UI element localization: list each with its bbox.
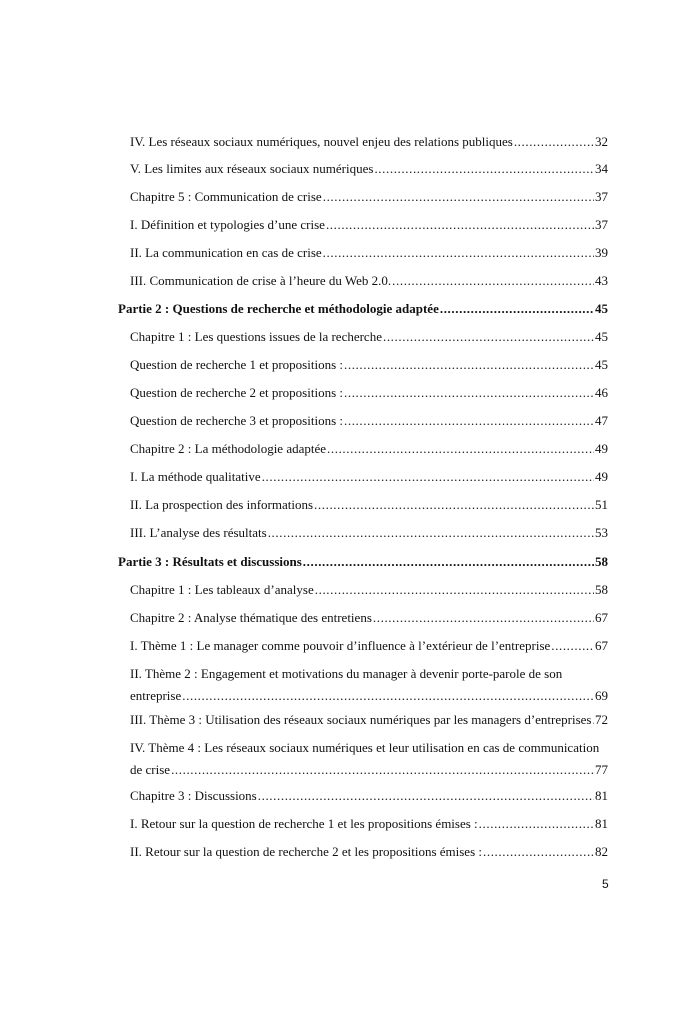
toc-entry-page: 58 (595, 582, 608, 597)
toc-entry-label: I. Retour sur la question de recherche 1 et les propositions émises : (130, 816, 478, 831)
toc-entry (130, 438, 608, 460)
toc-entry (130, 635, 608, 657)
toc-leader-dots (479, 813, 594, 835)
toc-entry-page: 37 (595, 189, 608, 204)
toc-entry (130, 270, 608, 292)
toc-entry-label: Chapitre 1 : Les questions issues de la recherche (130, 329, 382, 344)
toc-entry-label-line1: II. Thème 2 : Engagement et motivations du manager à devenir porte-parole de son (130, 666, 563, 681)
toc-leader-dots (383, 326, 594, 348)
toc-entry-label: II. La prospection des informations (130, 497, 314, 512)
toc-entry (130, 242, 608, 264)
toc-entry-label-line1: IV. Thème 4 : Les réseaux sociaux numériques et leur utilisation en cas de communication (130, 740, 600, 755)
toc-entry-label: Chapitre 2 : La méthodologie adaptée (130, 441, 327, 456)
toc-entry (130, 186, 608, 208)
toc-entry-label: III. L’analyse des résultats (130, 525, 267, 540)
toc-entry-page: 51 (595, 497, 608, 512)
toc-entry-page: 77 (595, 762, 608, 777)
toc-entry (130, 522, 608, 544)
toc-entry-page: 53 (595, 525, 608, 540)
toc-entry (130, 466, 608, 488)
toc-leader-dots (182, 685, 594, 707)
toc-entry-page: 49 (595, 469, 608, 484)
toc-leader-dots (483, 841, 594, 863)
toc-entry-label: Chapitre 3 : Discussions (130, 788, 257, 803)
toc-entry-label: Chapitre 2 : Analyse thématique des entretiens (130, 610, 372, 625)
toc-entry-label: III. Communication de crise à l’heure du Web 2.0. (130, 273, 392, 288)
toc-entry (130, 663, 608, 707)
toc-entry (130, 410, 608, 432)
toc-entry-page: 46 (595, 385, 608, 400)
toc-entry-page: 37 (595, 217, 608, 232)
toc-leader-dots (392, 270, 594, 292)
toc-leader-dots (171, 759, 594, 781)
toc-leader-dots (551, 635, 594, 657)
toc-entry (130, 813, 608, 835)
toc-entry-label: Question de recherche 3 et propositions : (130, 413, 343, 428)
toc-leader-dots (323, 186, 594, 208)
toc-entry (130, 841, 608, 863)
toc-entry-label: Chapitre 5 : Communication de crise (130, 189, 322, 204)
toc-entry-label: II. La communication en cas de crise (130, 245, 322, 260)
toc-leader-dots (262, 466, 594, 488)
toc-part-entry (118, 298, 608, 320)
toc-entry-page: 81 (595, 788, 608, 803)
toc-entry-label: de crise (130, 762, 171, 777)
toc-entry (130, 214, 608, 236)
toc-entry-label: entreprise (130, 688, 182, 703)
toc-entry-page: 69 (595, 688, 608, 703)
toc-entry-label: II. Retour sur la question de recherche 2 et les propositions émises : (130, 844, 482, 859)
toc-entry-page: 45 (595, 301, 608, 316)
toc-leader-dots (373, 607, 594, 629)
toc-leader-dots (268, 522, 594, 544)
toc-entry-page: 34 (595, 161, 608, 176)
toc-entry (130, 494, 608, 516)
toc-leader-dots (344, 354, 594, 376)
toc-entry-page: 82 (595, 844, 608, 859)
toc-leader-dots (323, 242, 594, 264)
toc-entry-label: Question de recherche 2 et propositions : (130, 385, 343, 400)
toc-entry (130, 354, 608, 376)
toc-entry (130, 131, 608, 153)
toc-entry-page: 32 (595, 134, 608, 149)
toc-entry-label: I. Définition et typologies d’une crise (130, 217, 325, 232)
toc-entry (130, 382, 608, 404)
toc-leader-dots (440, 298, 594, 320)
toc-entry-page: 72 (595, 712, 608, 727)
toc-entry (130, 158, 608, 180)
toc-leader-dots (592, 709, 594, 731)
toc-entry-label: Question de recherche 1 et propositions : (130, 357, 343, 372)
toc-entry-label: IV. Les réseaux sociaux numériques, nouvel enjeu des relations publiques (130, 134, 513, 149)
toc-leader-dots (344, 382, 594, 404)
toc-entry-page: 45 (595, 357, 608, 372)
toc-entry-label: Partie 2 : Questions de recherche et méthodologie adaptée (118, 301, 439, 316)
toc-entry-page: 67 (595, 638, 608, 653)
toc-entry-label: I. Thème 1 : Le manager comme pouvoir d’influence à l’extérieur de l’entreprise (130, 638, 551, 653)
toc-leader-dots (344, 410, 594, 432)
toc-entry (130, 737, 608, 781)
toc-entry (130, 579, 608, 601)
toc-entry-page: 47 (595, 413, 608, 428)
toc-entry-page: 45 (595, 329, 608, 344)
toc-leader-dots (314, 494, 594, 516)
toc-leader-dots (514, 131, 594, 153)
toc-entry-label: Chapitre 1 : Les tableaux d’analyse (130, 582, 314, 597)
toc-leader-dots (315, 579, 594, 601)
toc-leader-dots (303, 551, 594, 573)
toc-leader-dots (258, 785, 594, 807)
toc-leader-dots (327, 438, 594, 460)
toc-entry-page: 39 (595, 245, 608, 260)
page-number: 5 (602, 877, 609, 891)
toc-entry (130, 785, 608, 807)
toc-entry-page: 58 (595, 554, 608, 569)
toc-entry-label: Partie 3 : Résultats et discussions (118, 554, 302, 569)
toc-entry-page: 49 (595, 441, 608, 456)
toc-entry-label: V. Les limites aux réseaux sociaux numériques (130, 161, 374, 176)
toc-leader-dots (374, 158, 594, 180)
toc-entry-page: 43 (595, 273, 608, 288)
toc-entry (130, 607, 608, 629)
toc-entry-label: III. Thème 3 : Utilisation des réseaux sociaux numériques par les managers d’entreprises (130, 712, 592, 727)
toc-entry-label: I. La méthode qualitative (130, 469, 261, 484)
toc-part-entry (118, 551, 608, 573)
toc-leader-dots (326, 214, 594, 236)
toc-entry (130, 326, 608, 348)
toc-entry (130, 709, 608, 731)
toc-entry-page: 81 (595, 816, 608, 831)
toc-entry-page: 67 (595, 610, 608, 625)
